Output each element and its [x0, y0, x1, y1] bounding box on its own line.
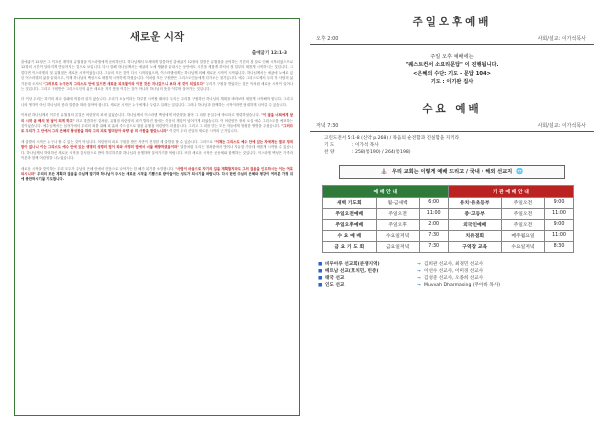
table-cell: 수 요 예 배 — [323, 230, 377, 241]
table-cell: 7:30 — [419, 230, 448, 241]
scripture-quote: "그러므로 우리가 그 안에서 그의 은혜의 풍성함을 따라 그의 피로 말미암아 속량 곧 죄 사함을 받았느니라" — [21, 124, 293, 134]
mission-name: 태국 선교 — [325, 276, 345, 282]
paragraph-text: 말씀처럼 우리는 정죄함에서 벗어나 자유함 가운데 새롭게 시작할 수 있습니다. 하나님께서 허락하신 새로운 시작을 감사함으로 받아 하루하루를 하나님과 동행하며 살아가기를 바랍니다. 또한 새로운 시작은 공동체와 함께하는 것입니다. 이스라엘 백성은 가족과 이웃과 함께 어린양을 나누었습니다. — [21, 145, 294, 161]
wednesday-service-title: 수요 예배 — [422, 102, 482, 115]
scripture-quote: "그러므로 누구든지 그리스도 안에 있으면 새로운 피조물이라 이전 것은 지나갔으니 보라 새 것이 되었도다" — [43, 81, 205, 86]
list-item — [318, 261, 594, 268]
scripture-quote: "이제는 그리스도 예수 안에 있는 자에게는 결코 정죄함이 없나니 이는 그리스도 예수 안에 있는 생명의 성령의 법이 죄와 사망의 법에서 너를 해방하였음이라" — [21, 139, 294, 150]
table-cell: 9:00 — [545, 197, 574, 208]
table-cell: 11:00 — [545, 208, 574, 219]
paragraph-text: 더 이상 우리는 과거의 죄나 실패에 머물러 살지 않습니다. 우리가 오늘이라는 하루를 시작할 때마다 우리는 우리를 구원하신 하나님의 계획을 바라보며 새롭게 시작해야 합니다. 그리고 나의 생각이 아닌 하나님의 뜻과 말씀을 따라 살아야 합니다. 새로운 시작은 누구에게나 두렵고 설레는 일입니다. 그러나 하나님과 함께하는 시작이라면 담대하게 나아갈 수 있습니다. — [21, 97, 293, 107]
notice-line-4: 기도 : 이기완 집사 — [430, 79, 474, 86]
table-cell: 11:00 — [545, 230, 574, 241]
afternoon-leader: 사회/설교: 이가석목사 — [537, 36, 586, 42]
table-cell: 외국인예배 — [448, 219, 501, 230]
table-cell: 금요일저녁 — [376, 241, 419, 252]
list-item — [318, 282, 594, 289]
scripture-quote: "사람이 마음으로 자기의 길을 계획할지라도 그의 걸음을 인도하시는 이는 여호와시니라" — [21, 166, 293, 176]
table-row — [323, 197, 574, 208]
table-cell: 2:00 — [419, 219, 448, 230]
table-cell: 7:30 — [419, 241, 448, 252]
arrow-icon: → — [417, 283, 421, 289]
bullet-icon: ■ — [318, 283, 323, 289]
paragraph-text: 우리가 구원을 받았다는 것은 이처럼 새로운 시작이 일어나는 것입니다. 그리고 구원받은 그리스도인의 삶은 새로운 자기 뜻을 이루는 것이 아니라 하나님의 뜻을 이루며 살아가는 것입니다. — [21, 81, 293, 92]
afternoon-time: 오후 2:00 — [316, 36, 339, 42]
devotional-panel — [14, 18, 300, 416]
afternoon-meta — [310, 35, 594, 42]
notice-line-1: 주일 오후 예배에는 — [430, 54, 474, 60]
table-cell: 매주월요일 — [501, 230, 544, 241]
mission-people: 김희관 선교사, 최경민 선교사 — [424, 261, 484, 267]
devotional-paragraph — [21, 140, 293, 162]
arrow-icon: → — [417, 276, 421, 282]
table-cell: 구역장 교육 — [448, 241, 501, 252]
table-cell: 수요일저녁 — [376, 230, 419, 241]
arrow-icon: → — [417, 269, 421, 275]
devotional-verse: 출애굽기 12:1-3 — [251, 51, 287, 56]
table-row — [323, 230, 574, 241]
table-cell: 11:00 — [419, 208, 448, 219]
paragraph-text: 이것이 우리 신앙의 새로운 시작의 근거입니다. — [168, 129, 238, 134]
mission-people: Muvvah Dharmasing (무아바 목사) — [424, 283, 501, 289]
wednesday-hymn: 찬 양 : 258(통190) / 264(통198) — [324, 150, 411, 156]
church-icon: ⛪ — [380, 168, 388, 175]
table-cell: 주일오전 — [501, 197, 544, 208]
table-cell: 8:30 — [545, 241, 574, 252]
devotional-paragraph — [21, 60, 293, 92]
table-cell: 새벽 기도회 — [323, 197, 377, 208]
table-cell: 월-금새벽 — [376, 197, 419, 208]
schedule-header-groups: 기 관 예 배 안 내 — [448, 185, 573, 197]
mission-name: 베트남 선교(호치민, 빈증) — [325, 269, 379, 275]
mission-name: 비두아루 선교회(분쟁지역) — [325, 261, 380, 267]
paragraph-text: 새로운 시작을 맞이하는 우리 모두가 주님의 은혜 안에서 믿음으로 나아가는 한 해가 되기를 소망합니다. — [21, 166, 176, 171]
banner-text: 우리 교회는 이렇게 예배 드리고 / 국내 · 해외 선교지 — [391, 169, 513, 176]
table-cell: 주일오전예배 — [323, 208, 377, 219]
table-cell: 주일오후 — [376, 219, 419, 230]
afternoon-service-title: 주일오후예배 — [412, 16, 492, 28]
notice-line-2: "퀘스트컨서 소요리문답" 이 진행됩니다. — [405, 62, 499, 69]
paragraph-text: 출애굽기 12장은 그 이끄신 계약의 유월절을 이스라엘에게 준비하신다. 하나님께서 모세에게 말씀하신 출애굽기 12장의 말씀은 유월절을 준비하는 기간의 첫 달로 인해 시작되었으므로 12장의 시간이 달라지게 만들어지는 것으로 보입니다. 다시 말해 하나님께서는 애굽의 노예 생활을 끝내시는 동안에도 시간을 새롭게 하셔서 첫 달부터 새롭게 시작하시는 것입니다. 그렇다면 이스라엘의 첫 유월절은 새로운 시작이었습니다. 그들의 모든 것이 다시 시작되었으며, 이스라엘에게는 하나님께 의해 새로운 시작이 시작됩니다. 하나님께서는 애굽에 노예로 있던 이스라엘의 삶을 끝내시고, 이제 하나님의 백성으로 새롭게 시작하게 하셨습니다. — [21, 60, 293, 81]
wednesday-meta — [310, 122, 594, 129]
wednesday-prayer: 기 도 : 이가석 목사 — [324, 143, 379, 149]
mission-list — [318, 261, 594, 290]
table-cell: 중·고등부 — [448, 208, 501, 219]
table-cell: 주일오전 — [501, 208, 544, 219]
table-row — [323, 219, 574, 230]
wednesday-leader: 사회/설교: 이가석목사 — [537, 122, 586, 129]
table-cell: 유치·유초등부 — [448, 197, 501, 208]
paragraph-text: 우리의 모든 계획과 걸음을 주님께 맡기며 하나님이 주시는 새로운 시작을 기쁨으로 받아들이는 성도가 되시기를 바랍니다. 다시 한번 주님의 은혜와 평강이 여러분 가정 위에 충만하시기를 기도합니다. — [21, 171, 293, 182]
worship-banner — [339, 165, 565, 179]
bullet-icon: ■ — [318, 276, 323, 282]
table-cell: 치유점회 — [448, 230, 501, 241]
table-cell: 주일오후예배 — [323, 219, 377, 230]
scripture-quote: "이 달을 너희에게 달의 시작 곧 해의 첫 달이 되게 하고" — [21, 113, 293, 123]
mission-name: 인도 선교 — [325, 283, 345, 289]
paragraph-text: 이처럼 하나님께서 이루신 유월절의 본질은 어린양의 피에 있었습니다. 하나님께서 이스라엘 백성에게 어린양을 잡아 그 피를 문설주에 바르라고 명령하셨습니다. — [21, 113, 262, 118]
arrow-icon: → — [417, 261, 421, 267]
table-cell: 주일오전 — [501, 219, 544, 230]
bullet-icon: ■ — [318, 261, 323, 267]
table-row — [323, 208, 574, 219]
mission-people: 김성준 선교사, 오종희 선교사 — [424, 276, 484, 282]
wednesday-scripture: 고린도전서 5:1-8 (신약 p.268) / 목음의 순전함과 진실함을 지키라 — [324, 135, 460, 141]
schedule-table — [322, 185, 574, 253]
table-cell: 수요일저녁 — [501, 241, 544, 252]
table-cell: 금 요 기 도 회 — [323, 241, 377, 252]
table-cell: 6:00 — [419, 197, 448, 208]
bullet-icon: ■ — [318, 269, 323, 275]
list-item — [318, 268, 594, 275]
devotional-paragraph — [21, 113, 293, 135]
divider — [310, 131, 594, 132]
devotional-title: 새로운 시작 — [129, 31, 185, 43]
paragraph-text: 새 출발의 시작은 누구나 할 수 있는 것이 아닙니다. 어린양의 피로 구원을 받은 자만이 진정한 새 출발을 할 수 있습니다. 그러므로 — [21, 139, 214, 144]
wednesday-details — [310, 135, 594, 157]
divider — [310, 44, 594, 45]
afternoon-notice — [310, 53, 594, 87]
table-cell: 주일오전 — [376, 208, 419, 219]
wednesday-time: 저녁 7:30 — [316, 122, 339, 129]
schedule-header-worship: 예 배 안 내 — [323, 185, 449, 197]
devotional-paragraph — [21, 167, 293, 183]
paragraph-text: 라고 말씀하신 것처럼, 유월절 어린양의 피가 발라진 집에는 죽음의 재앙이 넘어가게 되었습니다. 이 어린양은 장차 오실 예수 그리스도를 예표하는 것이었습니다. 예수님께서는 십자가에서 우리의 죄를 위해 피 흘려 죽으심으로 참된 유월절 어린양이 되셨습니다. 그리고 그 피를 믿는 모든 자들에게 영원한 생명을 주셨습니다. — [21, 118, 294, 129]
worship-panel — [310, 14, 594, 418]
devotional-body — [21, 60, 293, 183]
list-item — [318, 275, 594, 282]
notice-line-3: <은혜의 수단: 기도 - 문답 104> — [413, 70, 491, 77]
table-cell: 9:00 — [545, 219, 574, 230]
globe-icon: 🌐 — [516, 168, 524, 175]
devotional-paragraph — [21, 97, 293, 108]
paragraph-text: 이처럼 모든 구원받은 그리스도인들에게 다가오는 절기입니다. 예수 그리스도께서 우리 각 사람의 삶 가운데 오셔서 — [21, 76, 293, 86]
mission-people: 이선수 선교사, 이미경 선교사 — [424, 269, 484, 275]
table-row — [323, 241, 574, 252]
